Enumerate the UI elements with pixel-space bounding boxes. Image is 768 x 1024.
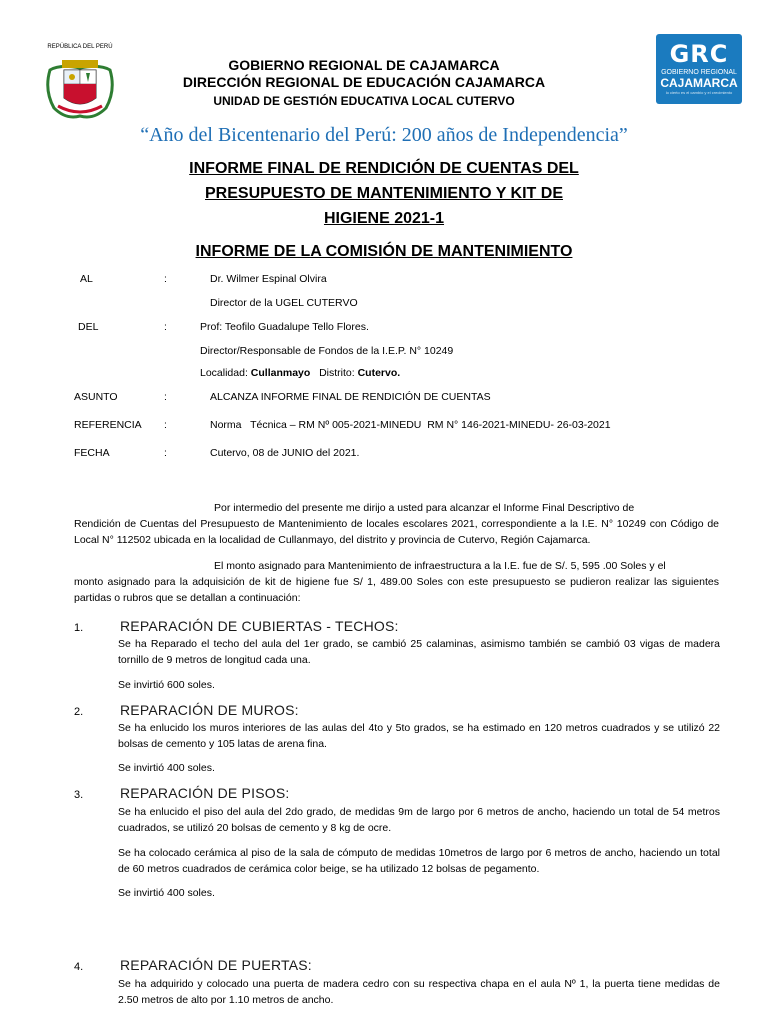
district-value: Cutervo. [357,367,401,379]
section-number: 1. [74,622,84,634]
meta-asunto-value: ALCANZA INFORME FINAL DE RENDICIÓN DE CUENTAS [210,391,491,403]
meta-al-name: Dr. Wilmer Espinal Olvira [210,273,327,285]
meta-fecha-value: Cutervo, 08 de JUNIO del 2021. [210,447,360,459]
header-line-3: UNIDAD DE GESTIÓN EDUCATIVA LOCAL CUTERVO [213,94,515,108]
meta-colon: : [164,447,167,459]
section-number: 2. [74,706,84,718]
paragraph-intro-first-line: Por intermedio del presente me dirijo a usted para alcanzar el Informe Final Descriptivo de [214,502,635,514]
meta-referencia-value: Norma Técnica – RM Nº 005-2021-MINEDU RM N° 146-2021-MINEDU- 26-03-2021 [210,419,611,431]
meta-referencia-key: REFERENCIA [74,419,142,431]
paragraph-budget-first-line: El monto asignado para Mantenimiento de infraestructura a la I.E. fue de S/. 5, 595 .00 Soles y el [214,560,666,572]
meta-colon: : [164,321,167,333]
section-title: REPARACIÓN DE MUROS: [120,702,299,718]
meta-del-name: Prof: Teofilo Guadalupe Tello Flores. [200,321,369,333]
paragraph-intro-rest: Rendición de Cuentas del Presupuesto de Mantenimiento de locales escolares 2021, correspondiente a la I.E. N° 10249 con Código de Local N° 112502 ubicada en la localidad de Cullanmayo, del distrito y provincia de Cutervo, Región Cajamarca. [74,518,719,546]
grc-logo-main: CAJAMARCA [660,76,738,90]
meta-del-role: Director/Responsable de Fondos de la I.E.P. N° 10249 [200,345,454,357]
section-body: Se ha enlucido el piso del aula del 2do grado, de medidas 9m de largo por 6 metros de ancho, haciendo un total de 54 metros cuadrados, se utilizó 20 bolsas de cemento y 8 kg de ocre. [118,806,720,834]
header-line-1: GOBIERNO REGIONAL DE CAJAMARCA [228,57,500,73]
header-line-2: DIRECCIÓN REGIONAL DE EDUCACIÓN CAJAMARCA [182,74,546,90]
section-cost: Se invirtió 400 soles. [118,887,215,899]
report-subtitle: INFORME DE LA COMISIÓN DE MANTENIMIENTO [195,243,573,260]
meta-del-key: DEL [78,321,99,333]
section-title: REPARACIÓN DE PISOS: [120,785,290,801]
district-label: Distrito: [319,367,358,379]
paragraph-budget [74,558,719,606]
report-title-line-2: PRESUPUESTO DE MANTENIMIENTO Y KIT DE [205,185,563,202]
locality-value: Cullanmayo [250,367,311,379]
grc-logo-sub: GOBIERNO REGIONAL [661,69,737,76]
report-title-line-3: HIGIENE 2021-1 [323,210,445,227]
section-title: REPARACIÓN DE PUERTAS: [120,957,312,973]
report-title-line-1: INFORME FINAL DE RENDICIÓN DE CUENTAS DEL [189,160,579,177]
meta-fecha-key: FECHA [74,447,110,459]
section-body-2: Se ha colocado cerámica al piso de la sala de cómputo de medidas 10metros de largo por 6 metros de ancho, haciendo un total de 60 metros cuadrados de cerámica color beige, se ha utilizado 12 bolsas de pegamento. [118,847,720,875]
motto: “Año del Bicentenario del Perú: 200 años de Independencia” [140,124,628,146]
meta-al-role: Director de la UGEL CUTERVO [210,297,358,309]
meta-al-key: AL [80,273,93,285]
paragraph-intro [74,500,719,548]
grc-logo-mark: GRC [669,40,729,68]
meta-colon: : [164,391,167,403]
section-body: Se ha Reparado el techo del aula del 1er grado, se cambió 25 calaminas, asimismo también se cambió 03 vigas de madera tornillo de 9 metros de longitud cada una. [118,638,720,666]
section-body: Se ha adquirido y colocado una puerta de madera cedro con su respectiva chapa en el aula Nº 1, la puerta tiene medidas de 2.50 metros de alto por 1.10 metros de ancho. [118,978,720,1006]
section-number: 4. [74,961,84,973]
coat-of-arms-label: REPÚBLICA DEL PERÚ [47,44,113,50]
locality-label: Localidad: [200,367,251,379]
section-cost: Se invirtió 400 soles. [118,762,215,774]
grc-logo-tagline: lo cierto es el cambio y el crecimiento [665,90,733,95]
meta-colon: : [164,273,167,285]
paragraph-budget-rest: monto asignado para la adquisición de kit de higiene fue S/ 1, 489.00 Soles con este presupuesto se pudieron realizar las siguientes partidas o rubros que se detallan a continuación: [74,576,719,604]
section-cost: Se invirtió 600 soles. [118,679,215,691]
section-title: REPARACIÓN DE CUBIERTAS - TECHOS: [120,618,399,634]
grc-logo-icon [656,34,742,104]
meta-asunto-key: ASUNTO [74,391,118,403]
meta-colon: : [164,419,167,431]
meta-locality [200,367,400,379]
section-number: 3. [74,789,84,801]
section-body: Se ha enlucido los muros interiores de las aulas del 4to y 5to grados, se ha estimado en 120 metros cuadrados y se utilizó 22 bolsas de cemento y 105 latas de arena fina. [118,722,720,750]
